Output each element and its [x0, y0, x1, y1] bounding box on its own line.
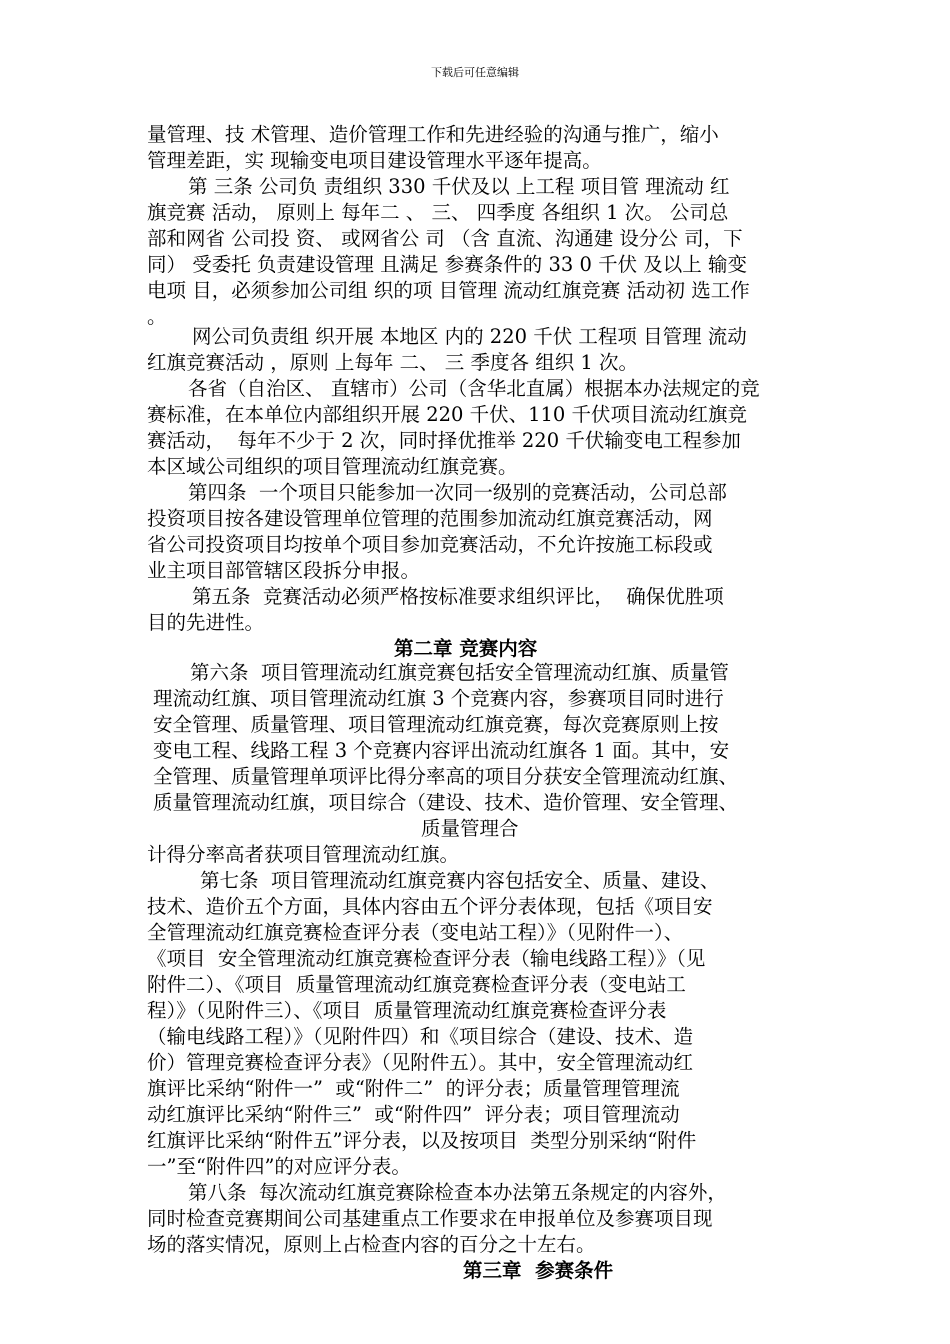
text-line: 同） 受委托 负责建设管理 且满足 参赛条件的 33 0 千伏 及以上 输变 [147, 253, 748, 276]
text-line: 第五条 竞赛活动必须严格按标准要求组织评比， 确保优胜项 [192, 585, 724, 608]
text-line: 场的落实情况，原则上占检查内容的百分之十左右。 [147, 1233, 596, 1256]
text-line: 红旗评比采纳“附件五”评分表，以及按项目 类型分别采纳“附件 [147, 1129, 697, 1152]
text-line: 投资项目按各建设管理单位管理的范围参加流动红旗竞赛活动，网 [147, 507, 713, 530]
text-line: 赛标准，在本单位内部组织开展 220 千伏、110 千伏项目流动红旗竞 [147, 403, 748, 426]
text-line: 电项 目，必须参加公司组 织的项 目管理 流动红旗竞赛 活动初 选工作 [147, 279, 750, 302]
text-line: 第六条 项目管理流动红旗竞赛包括安全管理流动红旗、质量管 [190, 661, 729, 684]
chapter-heading: 第三章 参赛条件 [463, 1259, 614, 1282]
text-line: 本区域公司组织的项目管理流动红旗竞赛。 [147, 455, 518, 478]
text-line: 第七条 项目管理流动红旗竞赛内容包括安全、质量、建设、 [200, 869, 720, 892]
text-line: 各省（自治区、 直辖市）公司（含华北直属）根据本办法规定的竞 [188, 377, 760, 400]
page-header-note: 下载后可任意编辑 [431, 66, 519, 79]
text-line: 技术、造价五个方面，具体内容由五个评分表体现，包括《项目安 [147, 895, 713, 918]
text-line: 附件二）、《项目 质量管理流动红旗竞赛检查评分表（变电站工 [147, 973, 686, 996]
text-line: 网公司负责组 织开展 本地区 内的 220 千伏 工程项 目管理 流动 [192, 325, 747, 348]
text-line: 旗竞赛 活动， 原则上 每年二 、 三、 四季度 各组织 1 次。 公司总 [147, 201, 729, 224]
text-line: 。 [147, 305, 167, 328]
text-line: 价）管理竞赛检查评分表》（见附件五）。其中，安全管理流动红 [147, 1051, 694, 1074]
text-line: 理流动红旗、项目管理流动红旗 3 个竞赛内容，参赛项目同时进行 [153, 687, 724, 710]
text-line: 省公司投资项目均按单个项目参加竞赛活动，不允许按施工标段或 [147, 533, 713, 556]
text-line: 旗评比采纳“附件一” 或“附件二” 的评分表；质量管理管理流 [147, 1077, 680, 1100]
text-line: 红旗竞赛活动 ，原则 上每年 二、 三 季度各 组织 1 次。 [147, 351, 638, 374]
text-line: 管理差距，实 现输变电项目建设管理水平逐年提高。 [147, 149, 602, 172]
text-line: 部和网省 公司投 资、 或网省公 司 （含 直流、沟通建 设分公 司，下 [147, 227, 743, 250]
text-line: 目的先进性。 [147, 611, 265, 634]
text-line: 《项目 安全管理流动红旗竞赛检查评分表（输电线路工程）》（见 [147, 947, 706, 970]
text-line: 变电工程、线路工程 3 个竞赛内容评出流动红旗各 1 面。其中，安 [153, 739, 730, 762]
text-line: 赛活动， 每年不少于 2 次，同时择优推举 220 千伏输变电工程参加 [147, 429, 741, 452]
text-line: 第四条 一个项目只能参加一次同一级别的竞赛活动，公司总部 [188, 481, 727, 504]
text-line: 业主项目部管辖区段拆分申报。 [147, 559, 421, 582]
text-line: （输电线路工程）》（见附件四）和《项目综合（建设、技术、造 [147, 1025, 694, 1048]
text-line: 全管理流动红旗竞赛检查评分表（变电站工程）》（见附件一）、 [147, 921, 684, 944]
text-line: 同时检查竞赛期间公司基建重点工作要求在申报单位及参赛项目现 [147, 1207, 713, 1230]
text-line: 全管理、质量管理单项评比得分率高的项目分获安全管理流动红旗、 [153, 765, 739, 788]
chapter-heading: 第二章 竞赛内容 [394, 637, 538, 660]
text-line: 质量管理合 [421, 817, 519, 840]
text-line: 计得分率高者获项目管理流动红旗。 [147, 843, 460, 866]
text-line: 安全管理、质量管理、项目管理流动红旗竞赛，每次竞赛原则上按 [153, 713, 719, 736]
text-line: 动红旗评比采纳“附件三” 或“附件四” 评分表；项目管理流动 [147, 1103, 680, 1126]
text-line: 程）》（见附件三）、《项目 质量管理流动红旗竞赛检查评分表 [147, 999, 667, 1022]
text-line: 一”至“附件四”的对应评分表。 [147, 1155, 411, 1178]
text-line: 第 三条 公司负 责组织 330 千伏及以 上工程 项目管 理流动 红 [188, 175, 730, 198]
text-line: 量管理、技 术管理、造价管理工作和先进经验的沟通与推广，缩小 [147, 123, 719, 146]
text-line: 质量管理流动红旗，项目综合（建设、技术、造价管理、安全管理、 [153, 791, 739, 814]
text-line: 第八条 每次流动红旗竞赛除检查本办法第五条规定的内容外， [188, 1181, 727, 1204]
